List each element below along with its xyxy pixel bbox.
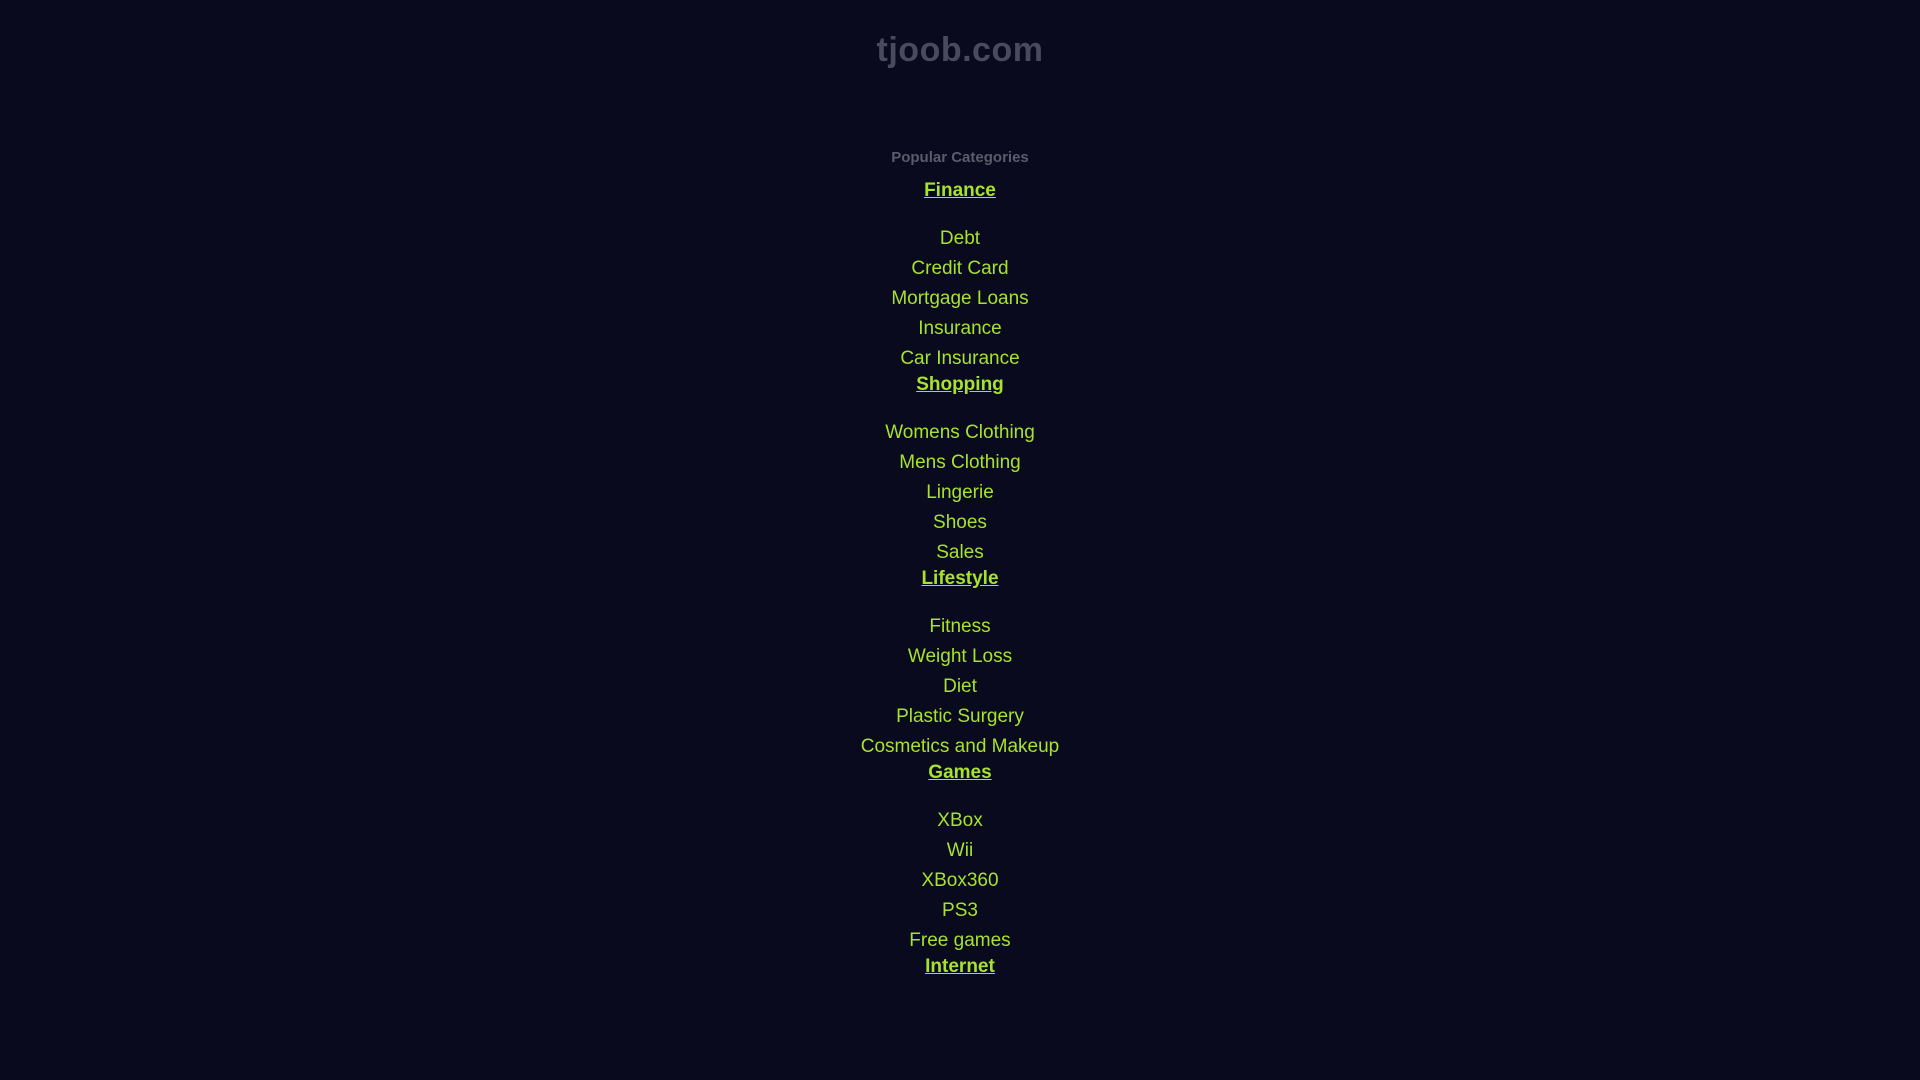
category-link[interactable]: Cosmetics and Makeup [860,735,1060,757]
category-link[interactable]: Mortgage Loans [891,287,1029,309]
category-link[interactable]: Wii [946,839,974,861]
category-list [861,180,1060,1000]
category-group [861,374,1060,568]
category-link[interactable]: Plastic Surgery [896,705,1024,727]
category-group [861,180,1060,374]
category-group-title[interactable]: Lifestyle [921,567,999,589]
category-group-title[interactable]: Games [928,761,992,783]
category-link[interactable]: Car Insurance [900,347,1020,369]
category-group-title[interactable]: Shopping [916,373,1004,395]
site-title: tjoob.com [876,31,1044,69]
category-link[interactable]: PS3 [942,899,978,921]
category-link[interactable]: XBox360 [921,869,999,891]
category-link[interactable]: Weight Loss [907,645,1013,667]
category-link[interactable]: Free games [909,929,1011,951]
category-group [861,956,1060,1000]
category-link[interactable]: Credit Card [911,257,1009,279]
category-link[interactable]: XBox [937,809,983,831]
category-group-title[interactable]: Internet [925,955,995,977]
category-group [861,568,1060,762]
category-link[interactable]: Debt [939,227,981,249]
category-link[interactable]: Shoes [933,511,987,533]
category-link[interactable]: Lingerie [926,481,994,503]
category-group [861,762,1060,956]
category-link[interactable]: Insurance [918,317,1002,339]
popular-categories-heading: Popular Categories [891,148,1029,166]
category-link[interactable]: Fitness [929,615,991,637]
category-link[interactable]: Diet [943,675,977,697]
category-link[interactable]: Womens Clothing [885,421,1035,443]
category-link[interactable]: Sales [936,541,984,563]
category-group-title[interactable]: Finance [924,179,996,201]
category-link[interactable]: Mens Clothing [899,451,1021,473]
